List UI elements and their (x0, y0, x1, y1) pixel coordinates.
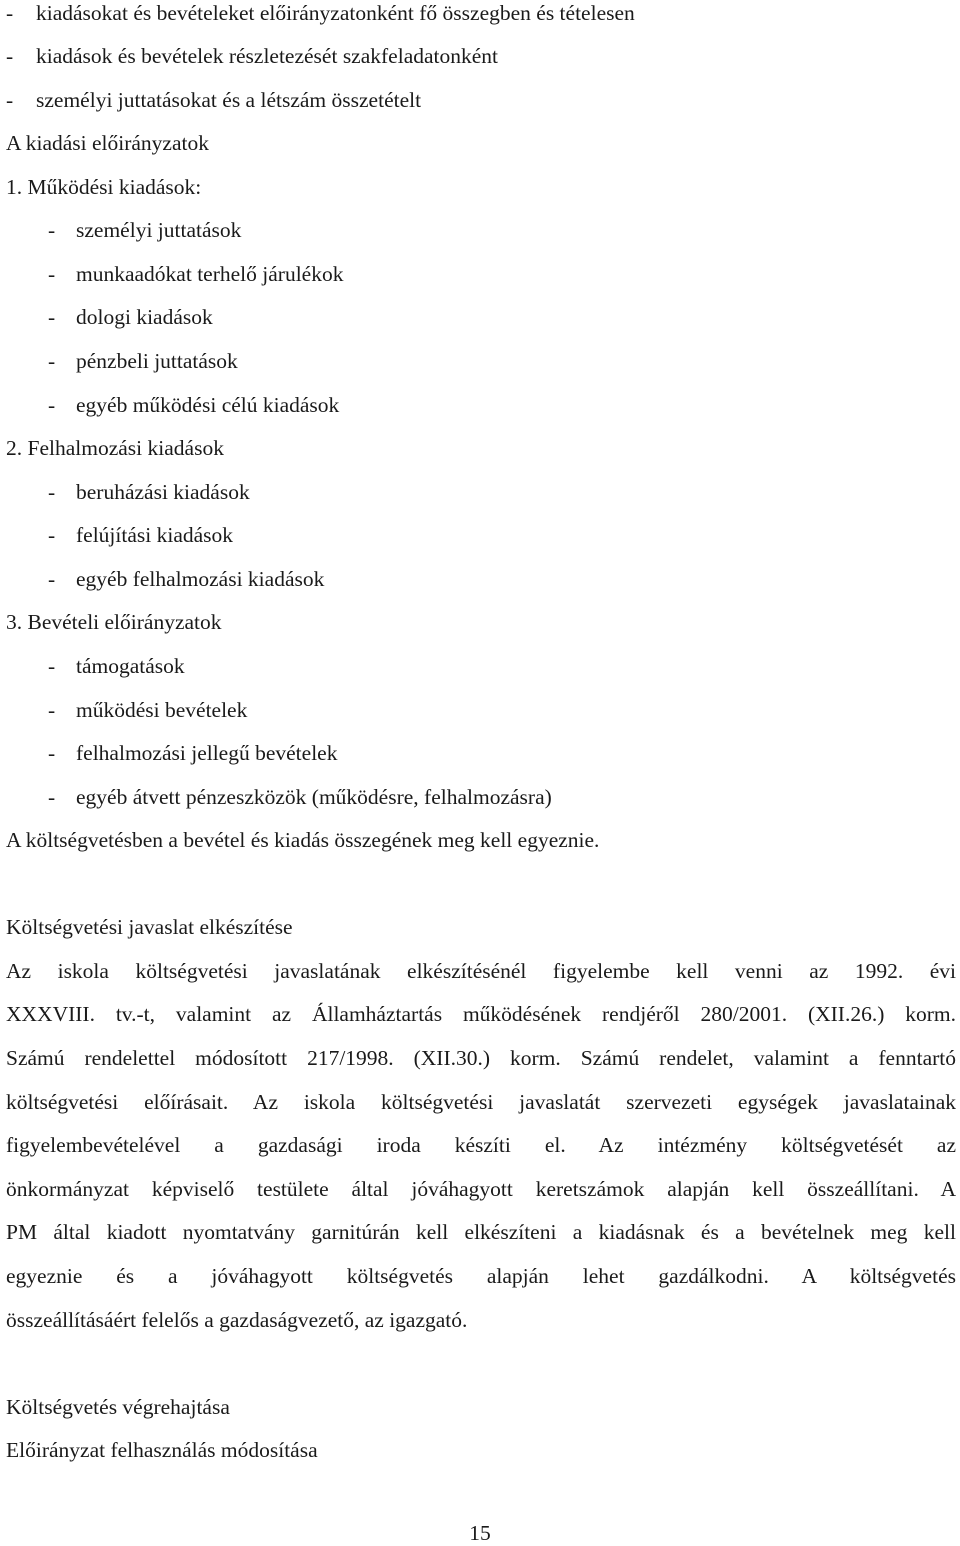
list-dash: - (48, 218, 56, 242)
sub-list-item (48, 697, 247, 723)
list-dash: - (48, 741, 56, 765)
top-list-item (6, 0, 635, 26)
list-dash: - (6, 44, 14, 68)
sub-list-item (48, 653, 185, 679)
sub-list-item (48, 522, 233, 548)
paragraph-line: XXXVIII. tv.-t, valamint az Államháztartás működésének rendjéről 280/2001. (XII.26.) korm. (6, 1002, 956, 1026)
section-title: 3. Bevételi előirányzatok (6, 610, 222, 634)
list-item-text: egyéb átvett pénzeszközök (működésre, felhalmozásra) (76, 785, 552, 809)
section-title: 1. Működési kiadások: (6, 175, 202, 199)
paragraph-line: önkormányzat képviselő testülete által jóváhagyott keretszámok alapján kell összeállítani. A (6, 1177, 956, 1201)
modification-heading: Előirányzat felhasználás módosítása (6, 1438, 318, 1462)
paragraph-line: Az iskola költségvetési javaslatának elkészítésénél figyelembe kell venni az 1992. évi (6, 959, 956, 983)
list-item-text: egyéb működési célú kiadások (76, 393, 340, 417)
list-dash: - (48, 262, 56, 286)
list-item-text: támogatások (76, 654, 185, 678)
paragraph-line: költségvetési előírásait. Az iskola költségvetési javaslatát szervezeti egységek javaslatainak (6, 1090, 956, 1114)
list-dash: - (48, 698, 56, 722)
list-item-text: egyéb felhalmozási kiadások (76, 567, 325, 591)
list-item-text: felhalmozási jellegű bevételek (76, 741, 338, 765)
paragraph-line: figyelembevételével a gazdasági iroda készíti el. Az intézmény költségvetését az (6, 1133, 956, 1157)
list-item-text: kiadásokat és bevételeket előirányzatonként fő összegben és tételesen (36, 1, 635, 25)
sub-list-item (48, 304, 213, 330)
sub-list-item (48, 479, 250, 505)
list-item-text: pénzbeli juttatások (76, 349, 238, 373)
list-dash: - (48, 567, 56, 591)
paragraph-line: egyeznie és a jóváhagyott költségvetés alapján lehet gazdálkodni. A költségvetés (6, 1264, 956, 1288)
sub-list-item (48, 261, 343, 287)
list-item-text: beruházási kiadások (76, 480, 250, 504)
list-item-text: személyi juttatások (76, 218, 242, 242)
balance-sentence: A költségvetésben a bevétel és kiadás összegének meg kell egyeznie. (6, 828, 600, 852)
list-dash: - (48, 305, 56, 329)
expenditure-heading: A kiadási előirányzatok (6, 131, 209, 155)
list-dash: - (6, 1, 14, 25)
list-item-text: személyi juttatásokat és a létszám összetételt (36, 88, 422, 112)
sub-list-item (48, 348, 238, 374)
list-dash: - (48, 654, 56, 678)
section-title: 2. Felhalmozási kiadások (6, 436, 224, 460)
list-dash: - (48, 393, 56, 417)
sub-list-item (48, 784, 552, 810)
list-item-text: működési bevételek (76, 698, 248, 722)
list-dash: - (6, 88, 14, 112)
execution-heading: Költségvetés végrehajtása (6, 1395, 230, 1419)
top-list-item (6, 43, 498, 69)
sub-list-item (48, 566, 324, 592)
list-item-text: kiadások és bevételek részletezését szakfeladatonként (36, 44, 499, 68)
list-item-text: dologi kiadások (76, 305, 213, 329)
paragraph-line: PM által kiadott nyomtatvány garnitúrán kell elkészíteni a kiadásnak és a bevételnek meg kell (6, 1220, 956, 1244)
sub-list-item (48, 740, 337, 766)
list-dash: - (48, 523, 56, 547)
list-dash: - (48, 480, 56, 504)
list-item-text: felújítási kiadások (76, 523, 234, 547)
paragraph-line: Számú rendelettel módosított 217/1998. (XII.30.) korm. Számú rendelet, valamint a fenntartó (6, 1046, 956, 1070)
list-dash: - (48, 349, 56, 373)
page-number: 15 (469, 1521, 491, 1545)
paragraph-line-last: összeállításáért felelős a gazdaságvezető, az igazgató. (6, 1308, 468, 1332)
budget-proposal-heading: Költségvetési javaslat elkészítése (6, 915, 293, 939)
list-item-text: munkaadókat terhelő járulékok (76, 262, 344, 286)
list-dash: - (48, 785, 56, 809)
sub-list-item (48, 392, 339, 418)
top-list-item (6, 87, 421, 113)
sub-list-item (48, 217, 241, 243)
